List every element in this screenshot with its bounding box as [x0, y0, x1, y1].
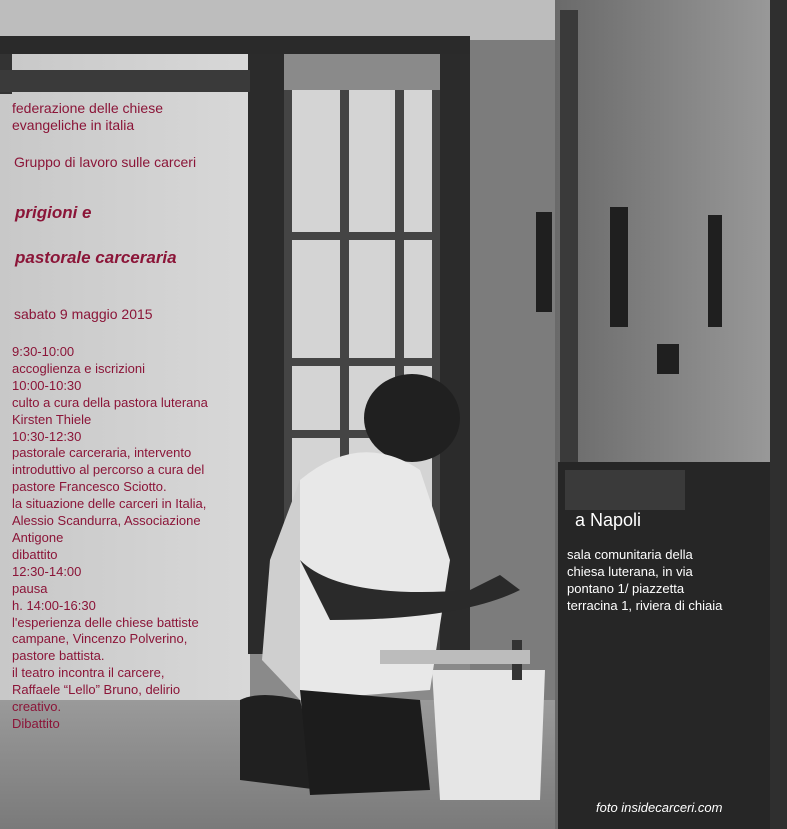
- location-heading: a Napoli: [575, 510, 642, 530]
- program-line: Alessio Scandurra, Associazione: [12, 513, 201, 529]
- program-line: 9:30-10:00: [12, 344, 75, 359]
- program-line: 10:30-12:30: [12, 428, 82, 444]
- program-line: pastore battista.: [12, 648, 105, 664]
- organization-line: evangeliche in italia: [12, 117, 135, 133]
- program-line: la situazione delle carceri in Italia,: [12, 496, 207, 512]
- event-title-line-2: pastorale carceraria: [15, 248, 177, 267]
- organization-line: federazione delle chiese: [12, 100, 163, 116]
- program-line: culto a cura della pastora luterana: [12, 394, 208, 410]
- working-group: Gruppo di lavoro sulle carceri: [14, 154, 197, 170]
- venue-address: sala comunitaria della chiesa luterana, in via pontano 1/ piazzetta terracina 1, riviera di chiaia: [567, 547, 723, 613]
- program-line: pastore Francesco Sciotto.: [12, 479, 167, 495]
- program-line: pastorale carceraria, intervento: [12, 445, 192, 461]
- program-line: l'esperienza delle chiese battiste: [12, 614, 199, 630]
- program-line: pausa: [12, 580, 48, 596]
- program-line: 12:30-14:00: [12, 563, 82, 579]
- event-date: sabato 9 maggio 2015: [14, 306, 153, 322]
- program-line: creativo.: [12, 699, 62, 715]
- organization-name: [12, 100, 163, 134]
- event-title-line-1: prigioni e: [15, 203, 92, 222]
- photo-credit: foto insidecarceri.com: [596, 800, 723, 815]
- program-line: Dibattito: [12, 715, 60, 731]
- program-line: 10:00-10:30: [12, 377, 82, 393]
- program-line: campane, Vincenzo Polverino,: [12, 631, 188, 647]
- program-line: Kirsten Thiele: [12, 411, 92, 427]
- program-line: dibattito: [12, 546, 58, 562]
- program-line: introduttivo al percorso a cura del: [12, 462, 205, 478]
- program-line: accoglienza e iscrizioni: [12, 360, 145, 376]
- program-schedule: [12, 344, 208, 733]
- program-line: il teatro incontra il carcere,: [12, 665, 165, 681]
- program-line: h. 14:00-16:30: [12, 597, 96, 613]
- program-line: Antigone: [12, 529, 64, 545]
- program-line: Raffaele “Lello” Bruno, delirio: [12, 682, 181, 698]
